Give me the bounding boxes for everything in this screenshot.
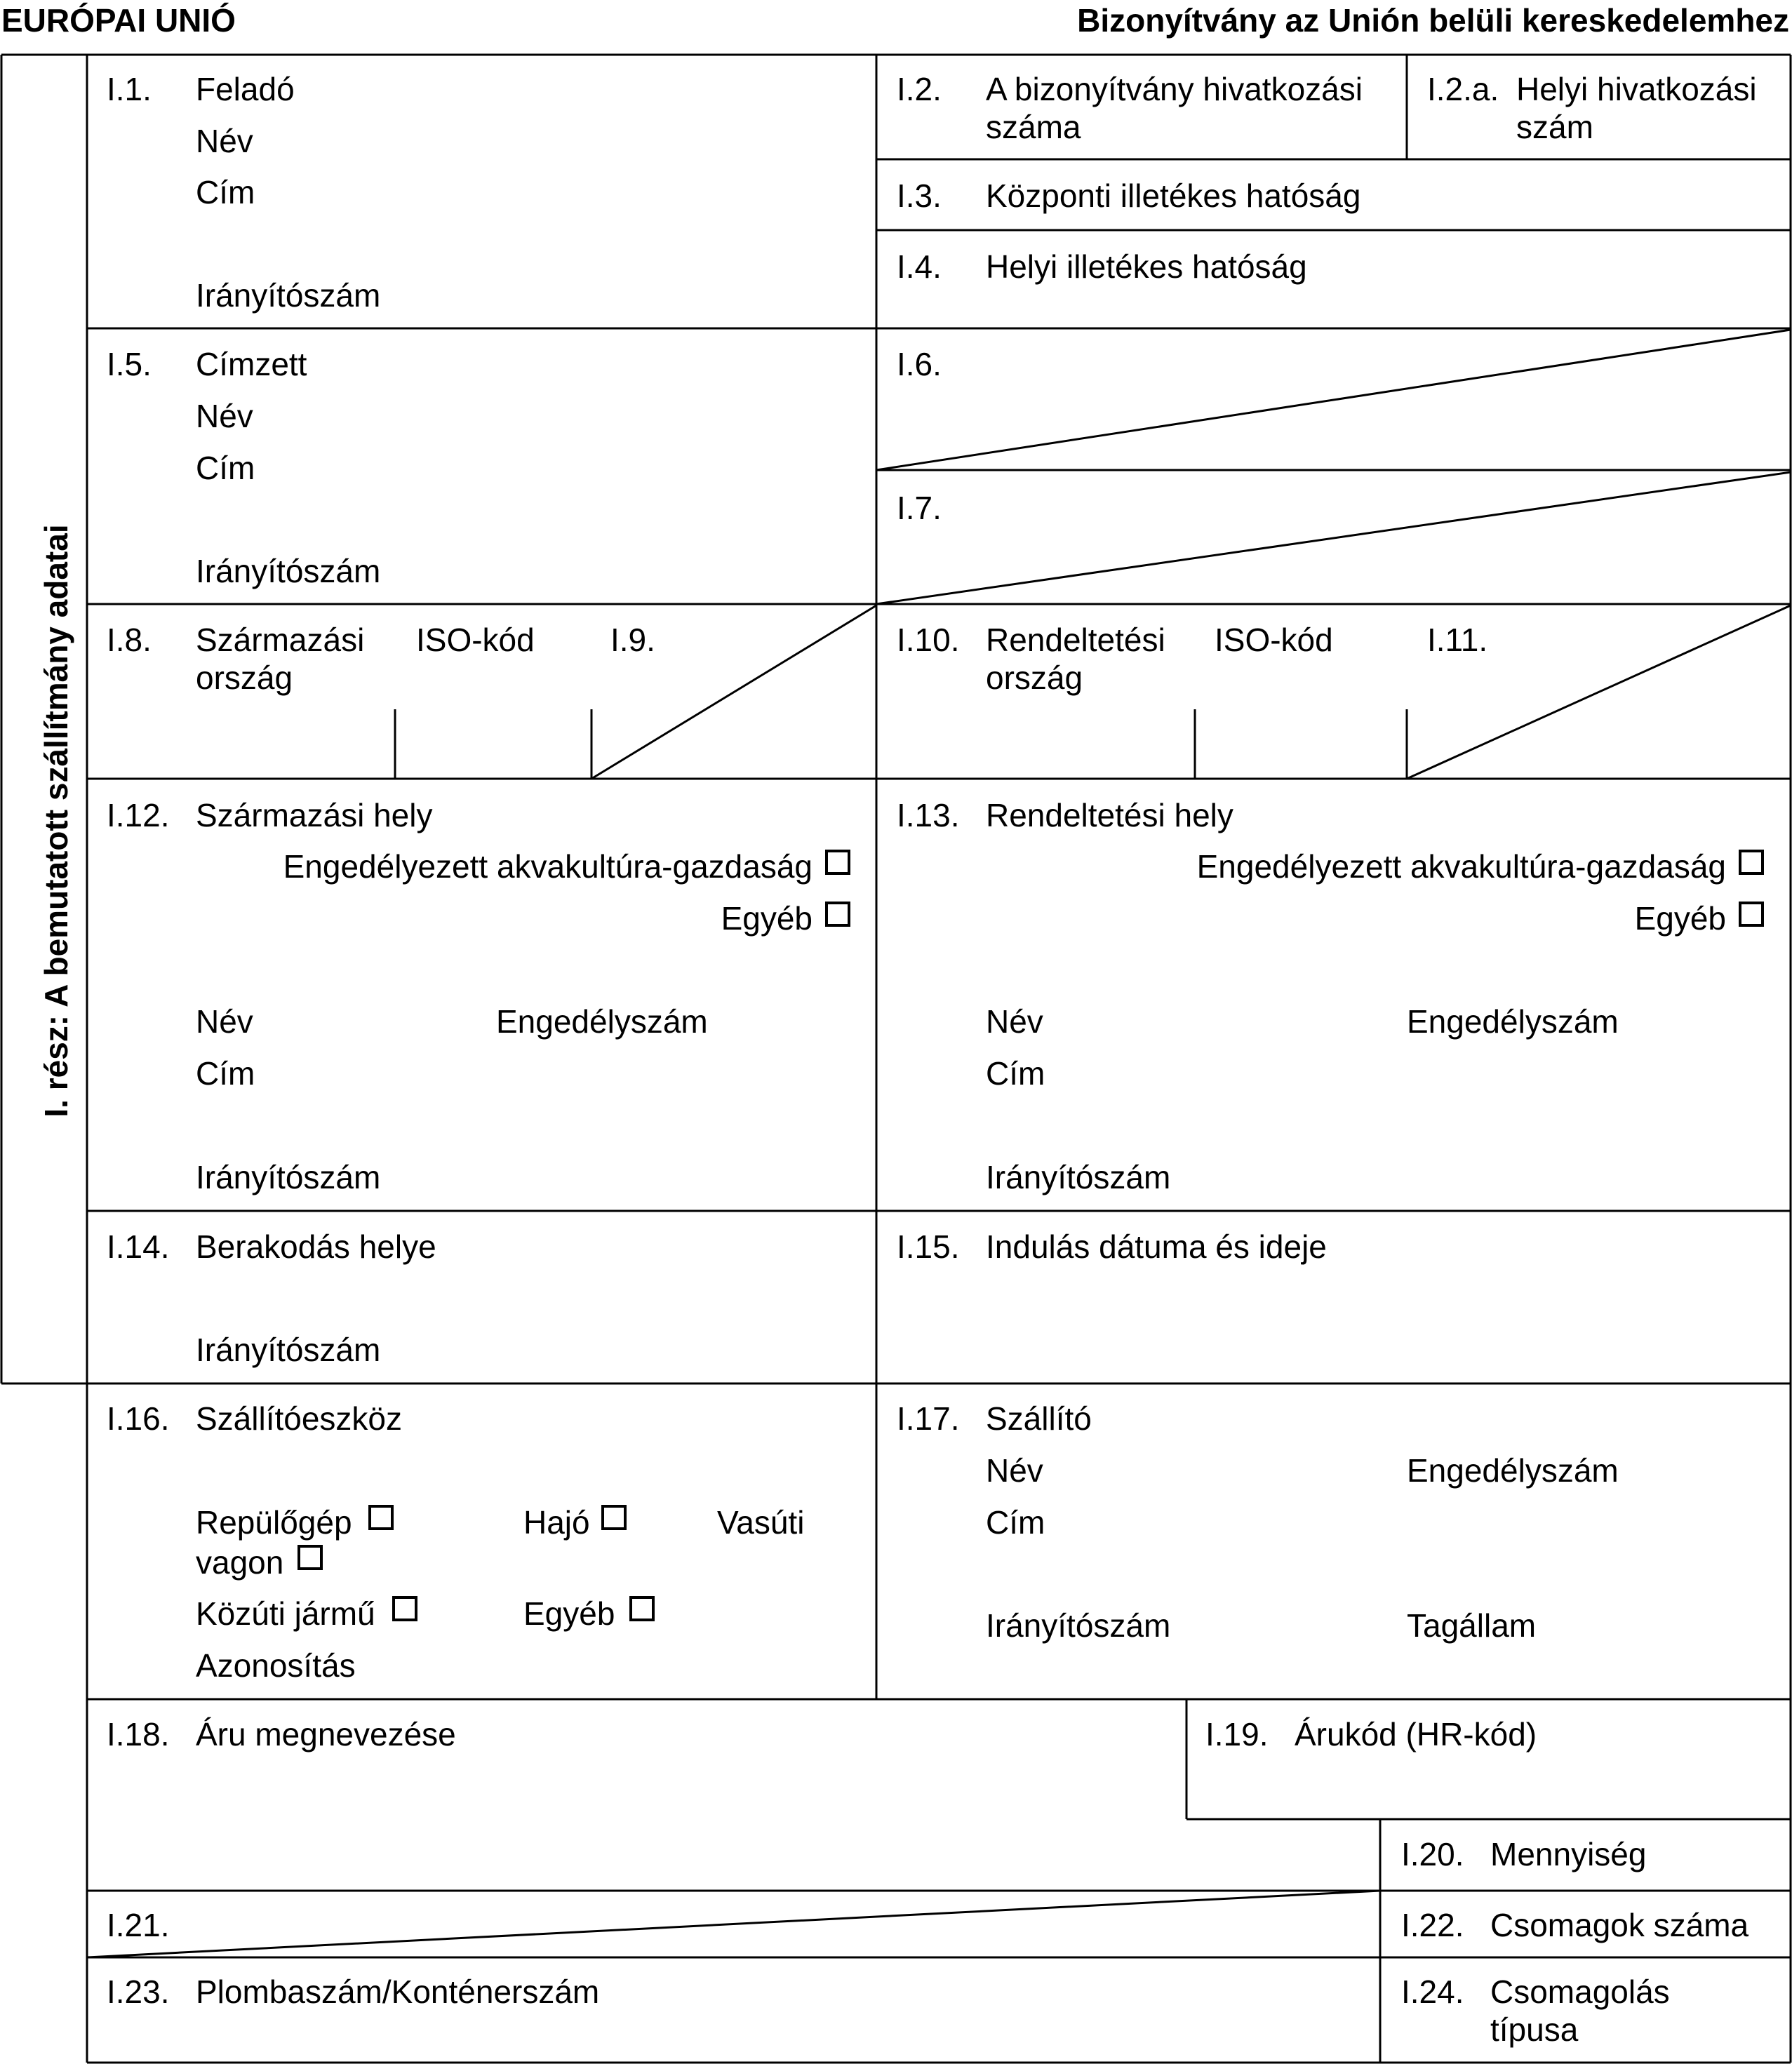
box-i21-number: I.21. — [107, 1907, 170, 1943]
box-i12-approval-label: Engedélyszám — [496, 1003, 708, 1040]
box-i24-title-line1: Csomagolás — [1490, 1973, 1670, 2010]
box-i15-number: I.15. — [897, 1228, 960, 1265]
box-i1-number: I.1. — [107, 71, 152, 107]
box-i2-title-line2: száma — [986, 109, 1081, 145]
box-i2-number: I.2. — [897, 71, 942, 107]
box-i10-number: I.10. — [897, 622, 960, 658]
box-i12-address-label: Cím — [196, 1055, 255, 1092]
box-i10-title-line2: ország — [986, 659, 1083, 696]
box-i22-title: Csomagok száma — [1490, 1907, 1749, 1943]
box-i16-road-checkbox[interactable] — [392, 1596, 417, 1621]
box-i17-approval-label: Engedélyszám — [1407, 1452, 1619, 1489]
box-i17-name-label: Név — [986, 1452, 1043, 1489]
box-i8-title-line2: ország — [196, 659, 293, 696]
box-i13-address-label: Cím — [986, 1055, 1045, 1092]
box-i1-address-label: Cím — [196, 174, 255, 210]
box-i16-ship-checkbox[interactable] — [601, 1505, 627, 1530]
box-i8-iso-label: ISO-kód — [416, 622, 535, 658]
box-i16-road-label: Közúti jármű — [196, 1595, 375, 1632]
box-i1-title: Feladó — [196, 71, 295, 107]
box-i2a-number: I.2.a. — [1427, 71, 1499, 107]
box-i10-title-line1: Rendeltetési — [986, 622, 1165, 658]
box-i16-number: I.16. — [107, 1400, 170, 1437]
box-i23-title: Plombaszám/Konténerszám — [196, 1973, 600, 2010]
box-i16-rail-label-line1: Vasúti — [717, 1504, 805, 1541]
box-i12-postcode-label: Irányítószám — [196, 1159, 381, 1195]
box-i20-number: I.20. — [1401, 1836, 1464, 1872]
box-i24-title-line2: típusa — [1490, 2011, 1579, 2048]
box-i4-number: I.4. — [897, 248, 942, 285]
box-i10-iso-label: ISO-kód — [1215, 622, 1333, 658]
box-i17-title: Szállító — [986, 1400, 1092, 1437]
box-i13-name-label: Név — [986, 1003, 1043, 1040]
box-i3-title: Központi illetékes hatóság — [986, 177, 1361, 214]
box-i8-number: I.8. — [107, 622, 152, 658]
box-i17-postcode-label: Irányítószám — [986, 1607, 1171, 1644]
box-i7-number: I.7. — [897, 490, 942, 526]
box-i13-other-checkbox[interactable] — [1739, 902, 1764, 927]
box-i8-title-line1: Származási — [196, 622, 365, 658]
box-i16-other-label: Egyéb — [523, 1595, 615, 1632]
box-i20-title: Mennyiség — [1490, 1836, 1647, 1872]
box-i13-other-label: Egyéb — [1634, 900, 1726, 937]
box-i17-address-label: Cím — [986, 1504, 1045, 1541]
box-i14-title: Berakodás helye — [196, 1228, 436, 1265]
box-i13-title: Rendeltetési hely — [986, 797, 1233, 833]
box-i3-number: I.3. — [897, 177, 942, 214]
box-i13-approval-label: Engedélyszám — [1407, 1003, 1619, 1040]
box-i17-member-state-label: Tagállam — [1407, 1607, 1537, 1644]
header-right: Bizonyítvány az Unión belüli kereskedelemhez — [1077, 2, 1789, 39]
box-i12-other-label: Egyéb — [721, 900, 813, 937]
box-i5-postcode-label: Irányítószám — [196, 553, 381, 589]
box-i13-aqua-checkbox[interactable] — [1739, 850, 1764, 875]
box-i14-number: I.14. — [107, 1228, 170, 1265]
box-i12-other-checkbox[interactable] — [825, 902, 850, 927]
box-i5-name-label: Név — [196, 398, 253, 434]
box-i13-postcode-label: Irányítószám — [986, 1159, 1171, 1195]
box-i22-number: I.22. — [1401, 1907, 1464, 1943]
box-i1-postcode-label: Irányítószám — [196, 277, 381, 314]
box-i16-rail-label-line2: vagon — [196, 1544, 284, 1581]
box-i2a-title-line2: szám — [1516, 109, 1593, 145]
box-i12-aqua-label: Engedélyezett akvakultúra-gazdaság — [283, 848, 813, 885]
box-i16-identification-label: Azonosítás — [196, 1647, 356, 1684]
box-i18-title: Áru megnevezése — [196, 1716, 456, 1753]
box-i16-other-checkbox[interactable] — [629, 1596, 655, 1621]
box-i16-title: Szállítóeszköz — [196, 1400, 403, 1437]
box-i13-aqua-label: Engedélyezett akvakultúra-gazdaság — [1196, 848, 1726, 885]
box-i24-number: I.24. — [1401, 1973, 1464, 2010]
box-i1-name-label: Név — [196, 123, 253, 159]
box-i12-name-label: Név — [196, 1003, 253, 1040]
box-i16-airplane-label: Repülőgép — [196, 1504, 352, 1541]
box-i5-address-label: Cím — [196, 450, 255, 486]
box-i17-number: I.17. — [897, 1400, 960, 1437]
box-i4-title: Helyi illetékes hatóság — [986, 248, 1307, 285]
box-i12-aqua-checkbox[interactable] — [825, 850, 850, 875]
box-i5-number: I.5. — [107, 346, 152, 382]
box-i9-number: I.9. — [610, 622, 655, 658]
box-i19-title: Árukód (HR-kód) — [1295, 1716, 1537, 1753]
header-left: EURÓPAI UNIÓ — [1, 2, 236, 39]
box-i5-title: Címzett — [196, 346, 307, 382]
box-i16-ship-label: Hajó — [523, 1504, 590, 1541]
box-i2a-title-line1: Helyi hivatkozási — [1516, 71, 1757, 107]
box-i11-number: I.11. — [1427, 622, 1488, 658]
box-i6-number: I.6. — [897, 346, 942, 382]
box-i12-title: Származási hely — [196, 797, 433, 833]
box-i15-title: Indulás dátuma és ideje — [986, 1228, 1327, 1265]
box-i16-airplane-checkbox[interactable] — [368, 1505, 394, 1530]
box-i18-number: I.18. — [107, 1716, 170, 1753]
box-i23-number: I.23. — [107, 1973, 170, 2010]
box-i14-postcode-label: Irányítószám — [196, 1332, 381, 1368]
box-i12-number: I.12. — [107, 797, 170, 833]
box-i2-title-line1: A bizonyítvány hivatkozási — [986, 71, 1363, 107]
side-section-label: I. rész: A bemutatott szállítmány adatai — [38, 524, 74, 1118]
box-i13-number: I.13. — [897, 797, 960, 833]
box-i16-rail-checkbox[interactable] — [297, 1545, 323, 1570]
box-i19-number: I.19. — [1205, 1716, 1269, 1753]
